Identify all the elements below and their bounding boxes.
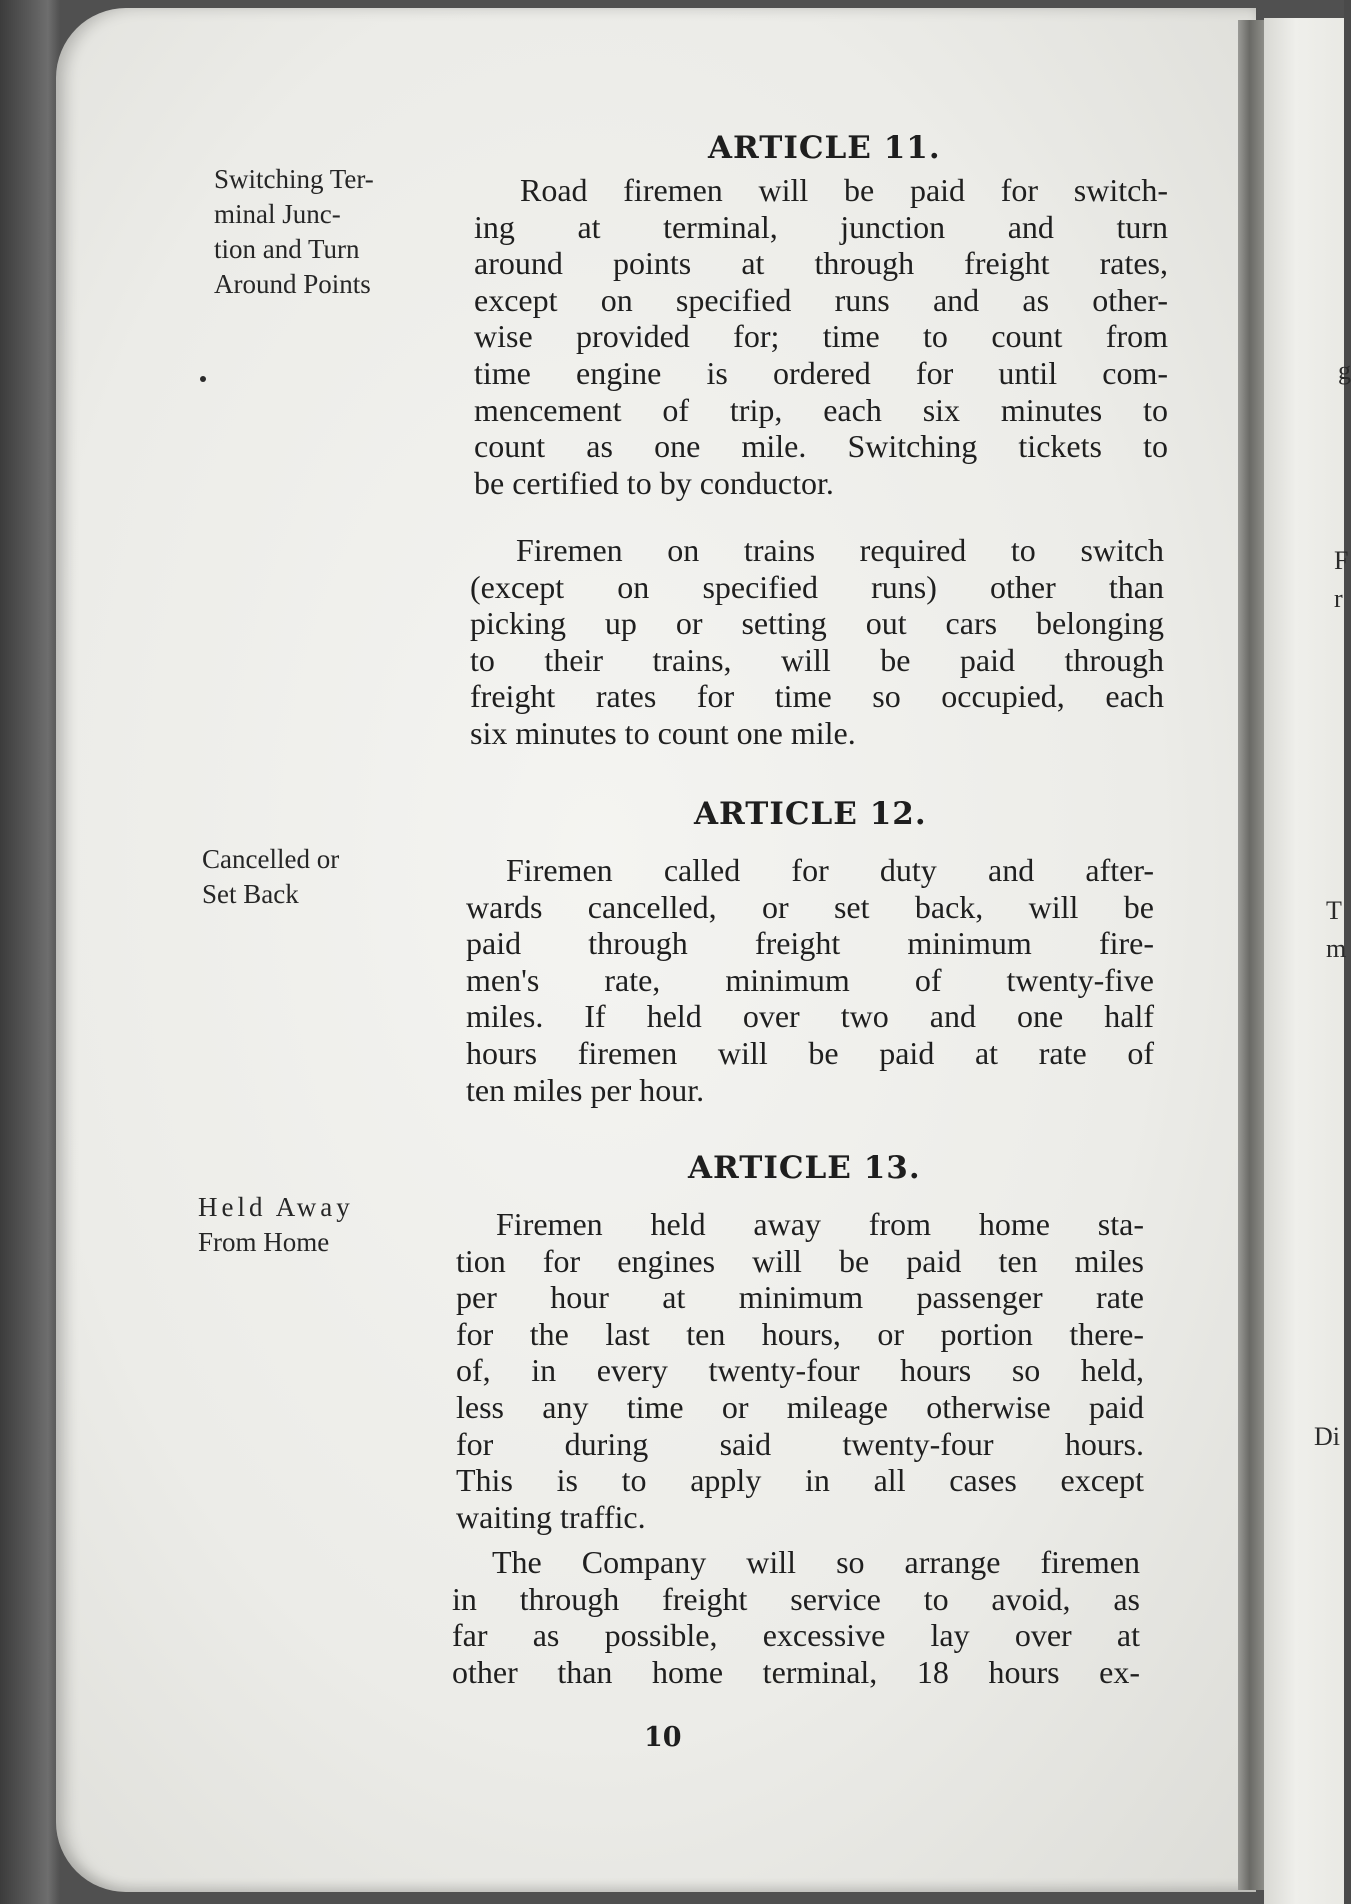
text-line: Firemen called for duty and after- <box>506 852 1154 888</box>
facing-page-fragment: r <box>1334 584 1343 613</box>
text-line: ten miles per hour. <box>466 1071 705 1108</box>
text-line: Firemen on trains required to switch <box>516 532 1164 568</box>
text-line: This is to apply in all cases except <box>456 1462 1144 1499</box>
facing-page-edge <box>1264 18 1351 1904</box>
side-note-line: Set Back <box>202 879 299 909</box>
text-line: time engine is ordered for until com- <box>474 354 1168 391</box>
side-note-line: Held Away <box>198 1192 354 1222</box>
side-note-line: Around Points <box>214 269 371 299</box>
text-line: paid through freight minimum fire- <box>466 925 1154 962</box>
facing-page-fragment: T <box>1326 896 1342 925</box>
text-line: to their trains, will be paid through <box>470 641 1164 678</box>
article-12-side-note <box>202 842 339 912</box>
article-13-paragraph-2 <box>452 1544 1140 1690</box>
facing-page-fragment: m <box>1326 934 1347 963</box>
text-line: for during said twenty-four hours. <box>456 1425 1144 1462</box>
text-line: picking up or setting out cars belonging <box>470 605 1164 642</box>
side-note-line: minal Junc- <box>214 199 341 229</box>
text-line: count as one mile. Switching tickets to <box>474 428 1168 465</box>
facing-page-fragment: g <box>1338 356 1351 385</box>
text-line: wise provided for; time to count from <box>474 318 1168 355</box>
text-line: tion for engines will be paid ten miles <box>456 1242 1144 1279</box>
text-line: far as possible, excessive lay over at <box>452 1617 1140 1654</box>
article-12-heading: ARTICLE 12. <box>694 796 927 832</box>
text-line: of, in every twenty-four hours so held, <box>456 1352 1144 1389</box>
page-number: 10 <box>644 1722 682 1753</box>
text-line: wards cancelled, or set back, will be <box>466 888 1154 925</box>
article-11-side-note <box>214 162 374 302</box>
text-line: be certified to by conductor. <box>474 464 834 501</box>
text-line: six minutes to count one mile. <box>470 714 856 751</box>
article-11-heading: ARTICLE 11. <box>708 130 941 166</box>
facing-page-fragment: Di <box>1314 1422 1340 1451</box>
text-line: Road firemen will be paid for switch- <box>520 172 1168 208</box>
side-note-line: Cancelled or <box>202 844 340 874</box>
text-line: mencement of trip, each six minutes to <box>474 391 1168 428</box>
text-line: ing at terminal, junction and turn <box>474 208 1168 245</box>
article-13-heading: ARTICLE 13. <box>688 1150 921 1186</box>
text-line: waiting traffic. <box>456 1498 646 1535</box>
article-11-paragraph-2 <box>470 532 1164 752</box>
text-line: (except on specified runs) other than <box>470 568 1164 605</box>
book-gutter <box>1238 20 1264 1890</box>
text-line: less any time or mileage otherwise paid <box>456 1388 1144 1425</box>
ink-speck <box>200 376 206 382</box>
article-11-paragraph-1 <box>474 172 1168 501</box>
text-line: except on specified runs and as other- <box>474 281 1168 318</box>
text-line: men's rate, minimum of twenty-five <box>466 961 1154 998</box>
article-13-side-note <box>198 1190 354 1260</box>
text-line: miles. If held over two and one half <box>466 998 1154 1035</box>
text-line: other than home terminal, 18 hours ex- <box>452 1653 1140 1690</box>
article-13-paragraph-1 <box>456 1206 1144 1535</box>
text-line: in through freight service to avoid, as <box>452 1580 1140 1617</box>
side-note-line: tion and Turn <box>214 234 360 264</box>
facing-page-fragment: F <box>1334 546 1349 575</box>
side-note-line: From Home <box>198 1227 330 1257</box>
text-line: Firemen held away from home sta- <box>496 1206 1144 1242</box>
text-line: The Company will so arrange firemen <box>492 1544 1140 1580</box>
article-12-paragraph-1 <box>466 852 1154 1108</box>
text-line: per hour at minimum passenger rate <box>456 1279 1144 1316</box>
text-line: hours firemen will be paid at rate of <box>466 1034 1154 1071</box>
side-note-line: Switching Ter- <box>214 164 374 194</box>
text-line: for the last ten hours, or portion there- <box>456 1315 1144 1352</box>
text-line: freight rates for time so occupied, each <box>470 678 1164 715</box>
text-line: around points at through freight rates, <box>474 245 1168 282</box>
